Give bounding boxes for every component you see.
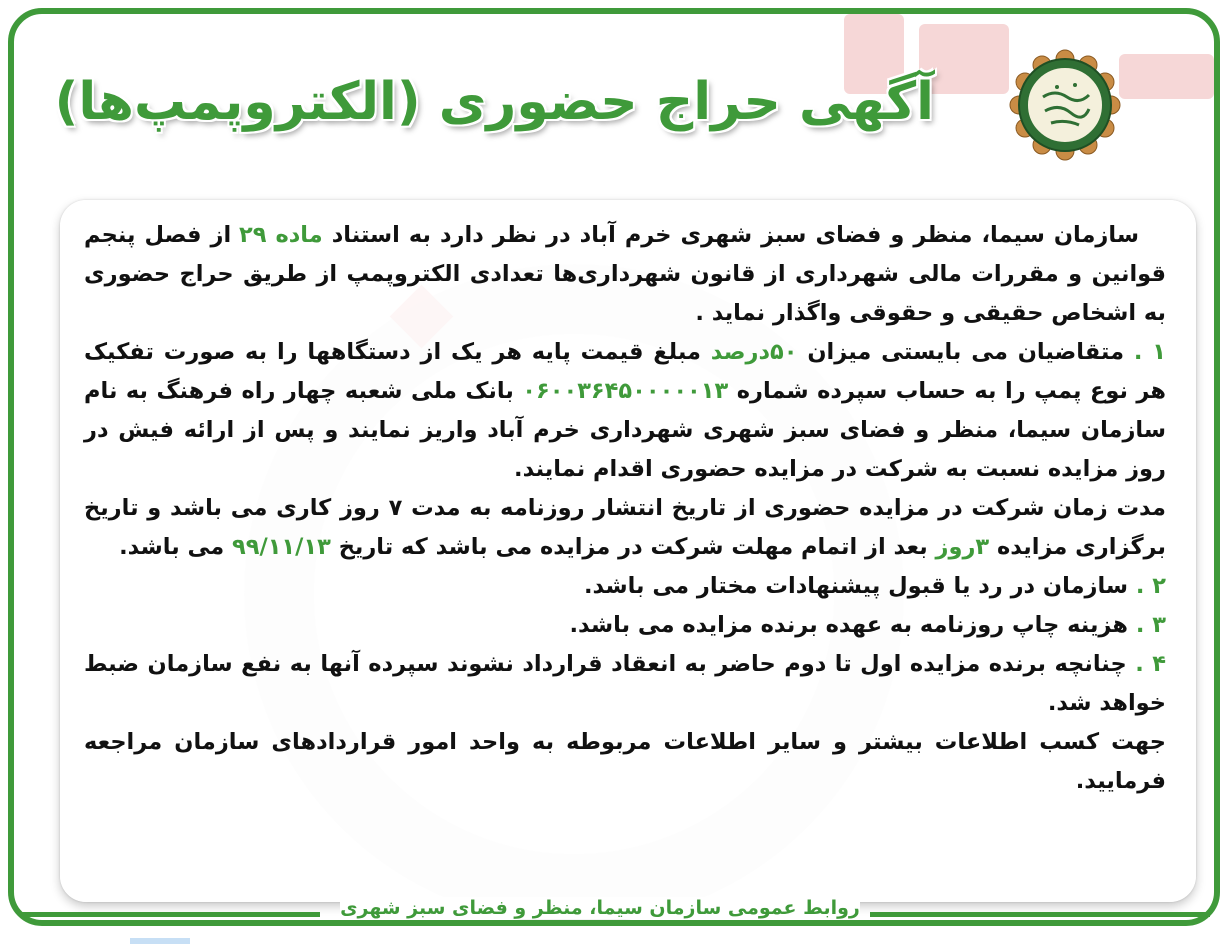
item-text: هزینه چاپ روزنامه به عهده برنده مزایده می باشد. [569, 612, 1136, 638]
item-text: بانک ملی شعبه چهار راه فرهنگ به نام سازمان سیما، منظر و فضای سبز شهری شهرداری خرم آباد واریز نمایند و پس از ارائه فیش در روز مزایده نسبت به شرکت در مزایده حضوری اقدام نمایند. [84, 378, 1166, 482]
notice-frame [8, 8, 1220, 926]
item-text: مبلغ قیمت پایه هر یک از دستگاهها را به صورت تفکیک هر نوع پمپ را به حساب سپرده شماره [84, 339, 1166, 404]
municipality-logo [1009, 49, 1121, 161]
item-3 [84, 606, 1166, 645]
item-2 [84, 567, 1166, 606]
item-number: ۲ . [1135, 573, 1166, 599]
intro-text-end: از فصل پنجم قوانین و مقررات مالی شهرداری از قانون شهرداری‌ها تعدادی الکتروپمپ از طریق حراج حضوری به اشخاص حقیقی و حقوقی واگذار نماید . [84, 222, 1166, 326]
item-number: ۳ . [1135, 612, 1166, 638]
item-text: سازمان در رد یا قبول پیشنهادات مختار می باشد. [583, 573, 1136, 599]
footer-divider [20, 912, 320, 917]
duration-text: بعد از اتمام مهلت شرکت در مزایده می باشد که تاریخ [330, 534, 936, 560]
item-1 [84, 333, 1166, 489]
auction-days: ۳روز [935, 534, 990, 560]
contact-paragraph: جهت کسب اطلاعات بیشتر و سایر اطلاعات مربوطه به واحد امور قراردادهای سازمان مراجعه فرمایید. [84, 729, 1166, 794]
auction-date: ۹۹/۱۱/۱۳ [232, 534, 331, 560]
footer-credit: روابط عمومی سازمان سیما، منظر و فضای سبز شهری [340, 897, 860, 919]
duration-text: مدت زمان شرکت در مزایده حضوری از تاریخ انتشار روزنامه به مدت ۷ روز کاری می باشد و تاریخ برگزاری مزایده [84, 495, 1166, 560]
intro-text: سازمان سیما، منظر و فضای سبز شهری خرم آباد در نظر دارد به استناد [322, 222, 1139, 248]
notice-body [60, 200, 1196, 902]
footer [0, 891, 1232, 931]
intro-paragraph [84, 216, 1166, 333]
footer-divider [870, 912, 1210, 917]
corner-tab [130, 938, 190, 944]
item-text: متقاضیان می بایستی میزان [797, 339, 1134, 365]
article-number: ماده ۲۹ [239, 222, 323, 248]
notice-title: آگهی حراج حضوری (الکتروپمپ‌ها) [54, 72, 934, 132]
item-text: چنانچه برنده مزایده اول تا دوم حاضر به انعقاد قرارداد نشوند سپرده آنها به نفع سازمان ضبط خواهد شد. [84, 651, 1166, 716]
account-number: ۰۶۰۰۳۶۴۵۰۰۰۰۰۱۳ [522, 378, 729, 404]
deposit-percent: ۵۰درصد [710, 339, 798, 365]
duration-paragraph [84, 489, 1166, 567]
duration-text: می باشد. [119, 534, 233, 560]
item-number: ۴ . [1135, 651, 1166, 677]
item-4 [84, 645, 1166, 723]
header [14, 14, 1214, 194]
item-number: ۱ . [1133, 339, 1167, 365]
